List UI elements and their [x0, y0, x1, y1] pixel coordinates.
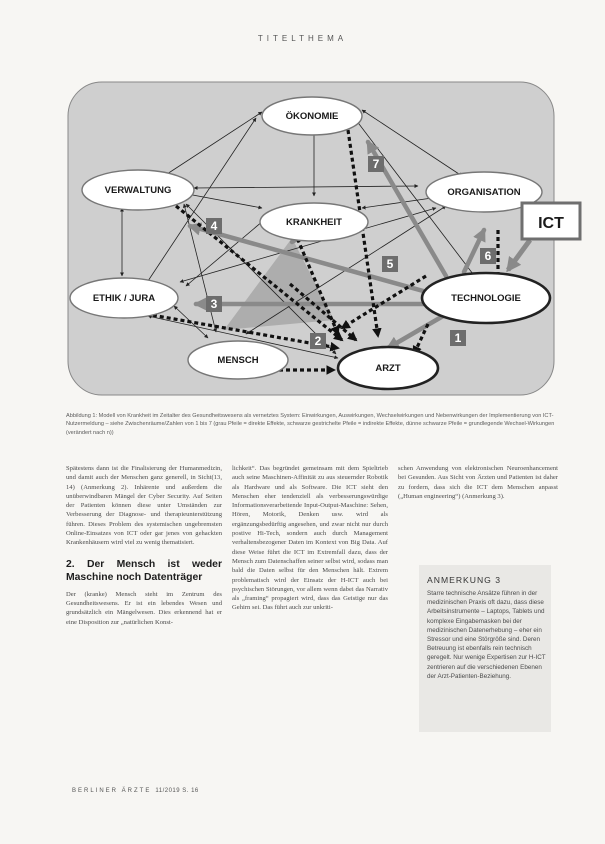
figure-caption: Abbildung 1: Modell von Krankheit im Zeitalter des Gesundheitswesens als vernetztes System: Einwirkungen, Auswirkungen, Wechselwirkungen und Nebenwirkungen der Implementierung von ICT-Nutzermeldung – siehe Zwischenräume/Zahlen von 1 bis 7 (grau Pfeile = direkte Effekte, schwarze gestrichelte Pfeile = indirekte Effekte, dünne schwarze Pfeile = grundlegende Wechsel-Wirkungen (verändert nach n))	[66, 413, 555, 436]
number-badge-2	[310, 333, 326, 349]
node-mensch	[188, 341, 288, 379]
note-box-text: Starre technische Ansätze führen in der medizinischen Praxis oft dazu, dass diese Arbeitsinstrumente – Laptops, Tablets und komplexe Eingabemasken bei der medizinischen Datenerhebung – eher ein Stressor und eine Störgröße sind. Deren Betreuung ist ebenfalls rein technisch geregelt. Nur wenige Expertisen zur H-ICT zentrieren auf die verschiedenen Ebenen der Arzt-Patienten-Beziehung.	[427, 590, 546, 680]
column1-paragraph-2: Der (kranke) Mensch steht im Zentrum des Gesundheitswesens. Er ist ein lebendes Wesen und grundsätzlich ein Mängelwesen. Dies erkennend hat er eine Disposition zur „natürlichen Konst-	[66, 590, 222, 626]
text-column-3	[398, 464, 558, 501]
node-oekonomie	[262, 97, 362, 135]
number-badge-7	[368, 156, 384, 172]
svg-text:3: 3	[210, 297, 218, 311]
node-label-verwaltung: VERWALTUNG	[104, 185, 172, 196]
node-label-oekonomie: ÖKONOMIE	[285, 111, 339, 122]
note-box-title: ANMERKUNG 3	[427, 575, 502, 585]
diagram-svg	[66, 58, 564, 403]
journal-name: BERLINER ÄRZTE	[72, 788, 152, 794]
text-column-2	[232, 464, 388, 613]
node-technologie	[422, 273, 550, 323]
node-ethik	[70, 278, 178, 318]
network-diagram	[66, 58, 564, 403]
note-box	[419, 565, 551, 732]
text-column-1	[66, 464, 222, 627]
node-krankheit	[260, 203, 368, 241]
number-badge-1	[450, 330, 466, 346]
page-footer	[72, 788, 199, 794]
svg-text:1: 1	[454, 331, 462, 345]
column2-paragraph-1: lichkeit“. Das begründet gemeinsam mit dem Spieltrieb auch seine Maschinen-Affinität zu aus steuernder Robotik als Hardware und als Software. Die ICT sieht den Menschen eher tendenziell als verbesserungswürdige Informationsverarbeitende Input-Output-Maschine: Sehen, Hören, Motorik, Denken usw. wird als ergänzungsbedürftig angesehen, und zwar nicht nur durch postive Hi-Tech, sondern auch durch Management verhaltensbezogener Daten im Kontext von Big Data. Auf diese Weise führt die ICT im Extremfall dazu, dass der Mensch zum Datenschaffen seiner selbst wird, sodass man bald die Daten selbst für den Menschen hält. Extrem problematisch wird der Einsatz der H-ICT auch bei psychischen Störungen, vor allem wenn dabei das Narrativ als „framing“ propagiert wird, dass das Geistige nur das Gehirn sei. Das führt auch zur unkriti-	[232, 465, 388, 612]
node-verwaltung	[82, 170, 194, 210]
ict-label: ICT	[538, 215, 564, 232]
node-label-organisation: ORGANISATION	[447, 187, 521, 198]
section-header: TITELTHEMA	[257, 34, 348, 43]
ict-box	[522, 203, 580, 239]
svg-text:4: 4	[210, 219, 218, 233]
svg-text:6: 6	[484, 249, 492, 263]
node-label-ethik: ETHIK / JURA	[92, 293, 156, 304]
node-label-mensch: MENSCH	[217, 355, 259, 366]
column3-paragraph-1: schen Anwendung von elektronischen Neuroenhancement bei Gesunden. Aus Sicht von Ärzten und Patienten ist daher zu fordern, dass sich die ICT dem Menschen anpasst („Human engineering“) (Anmerkung 3).	[398, 465, 558, 500]
issue-page: 11/2019 S. 16	[155, 788, 199, 794]
column1-paragraph-1: Spätestens dann ist die Finalisierung der Humanmedizin, und damit auch der Menschen ganz generell, in Sicht(13, 14) (Anmerkung 2). Inhärente und außerdem die unüberwindbaren Mängel der Cyber Security. Auf Seiten der Patienten können diese unter Umständen zur Verbesserung der Diagnose- und therapieunterstützung führen. Dieses Problem des systemischen ungebremsten Online-Einsatzes von ICT oder gar jenes von gehackten Krankenhäusern wird viel zu wenig thematisiert.	[66, 465, 222, 547]
svg-text:5: 5	[386, 257, 394, 271]
number-badge-4	[206, 218, 222, 234]
number-badge-5	[382, 256, 398, 272]
node-label-krankheit: KRANKHEIT	[286, 217, 342, 228]
section-heading: 2. Der Mensch ist weder Maschine noch Datenträger	[66, 558, 222, 583]
number-badge-3	[206, 296, 222, 312]
node-arzt	[338, 347, 438, 389]
node-label-technologie: TECHNOLOGIE	[451, 293, 521, 304]
node-label-arzt: ARZT	[375, 363, 401, 374]
number-badge-6	[480, 248, 496, 264]
svg-text:2: 2	[314, 334, 322, 348]
svg-text:7: 7	[372, 157, 380, 171]
